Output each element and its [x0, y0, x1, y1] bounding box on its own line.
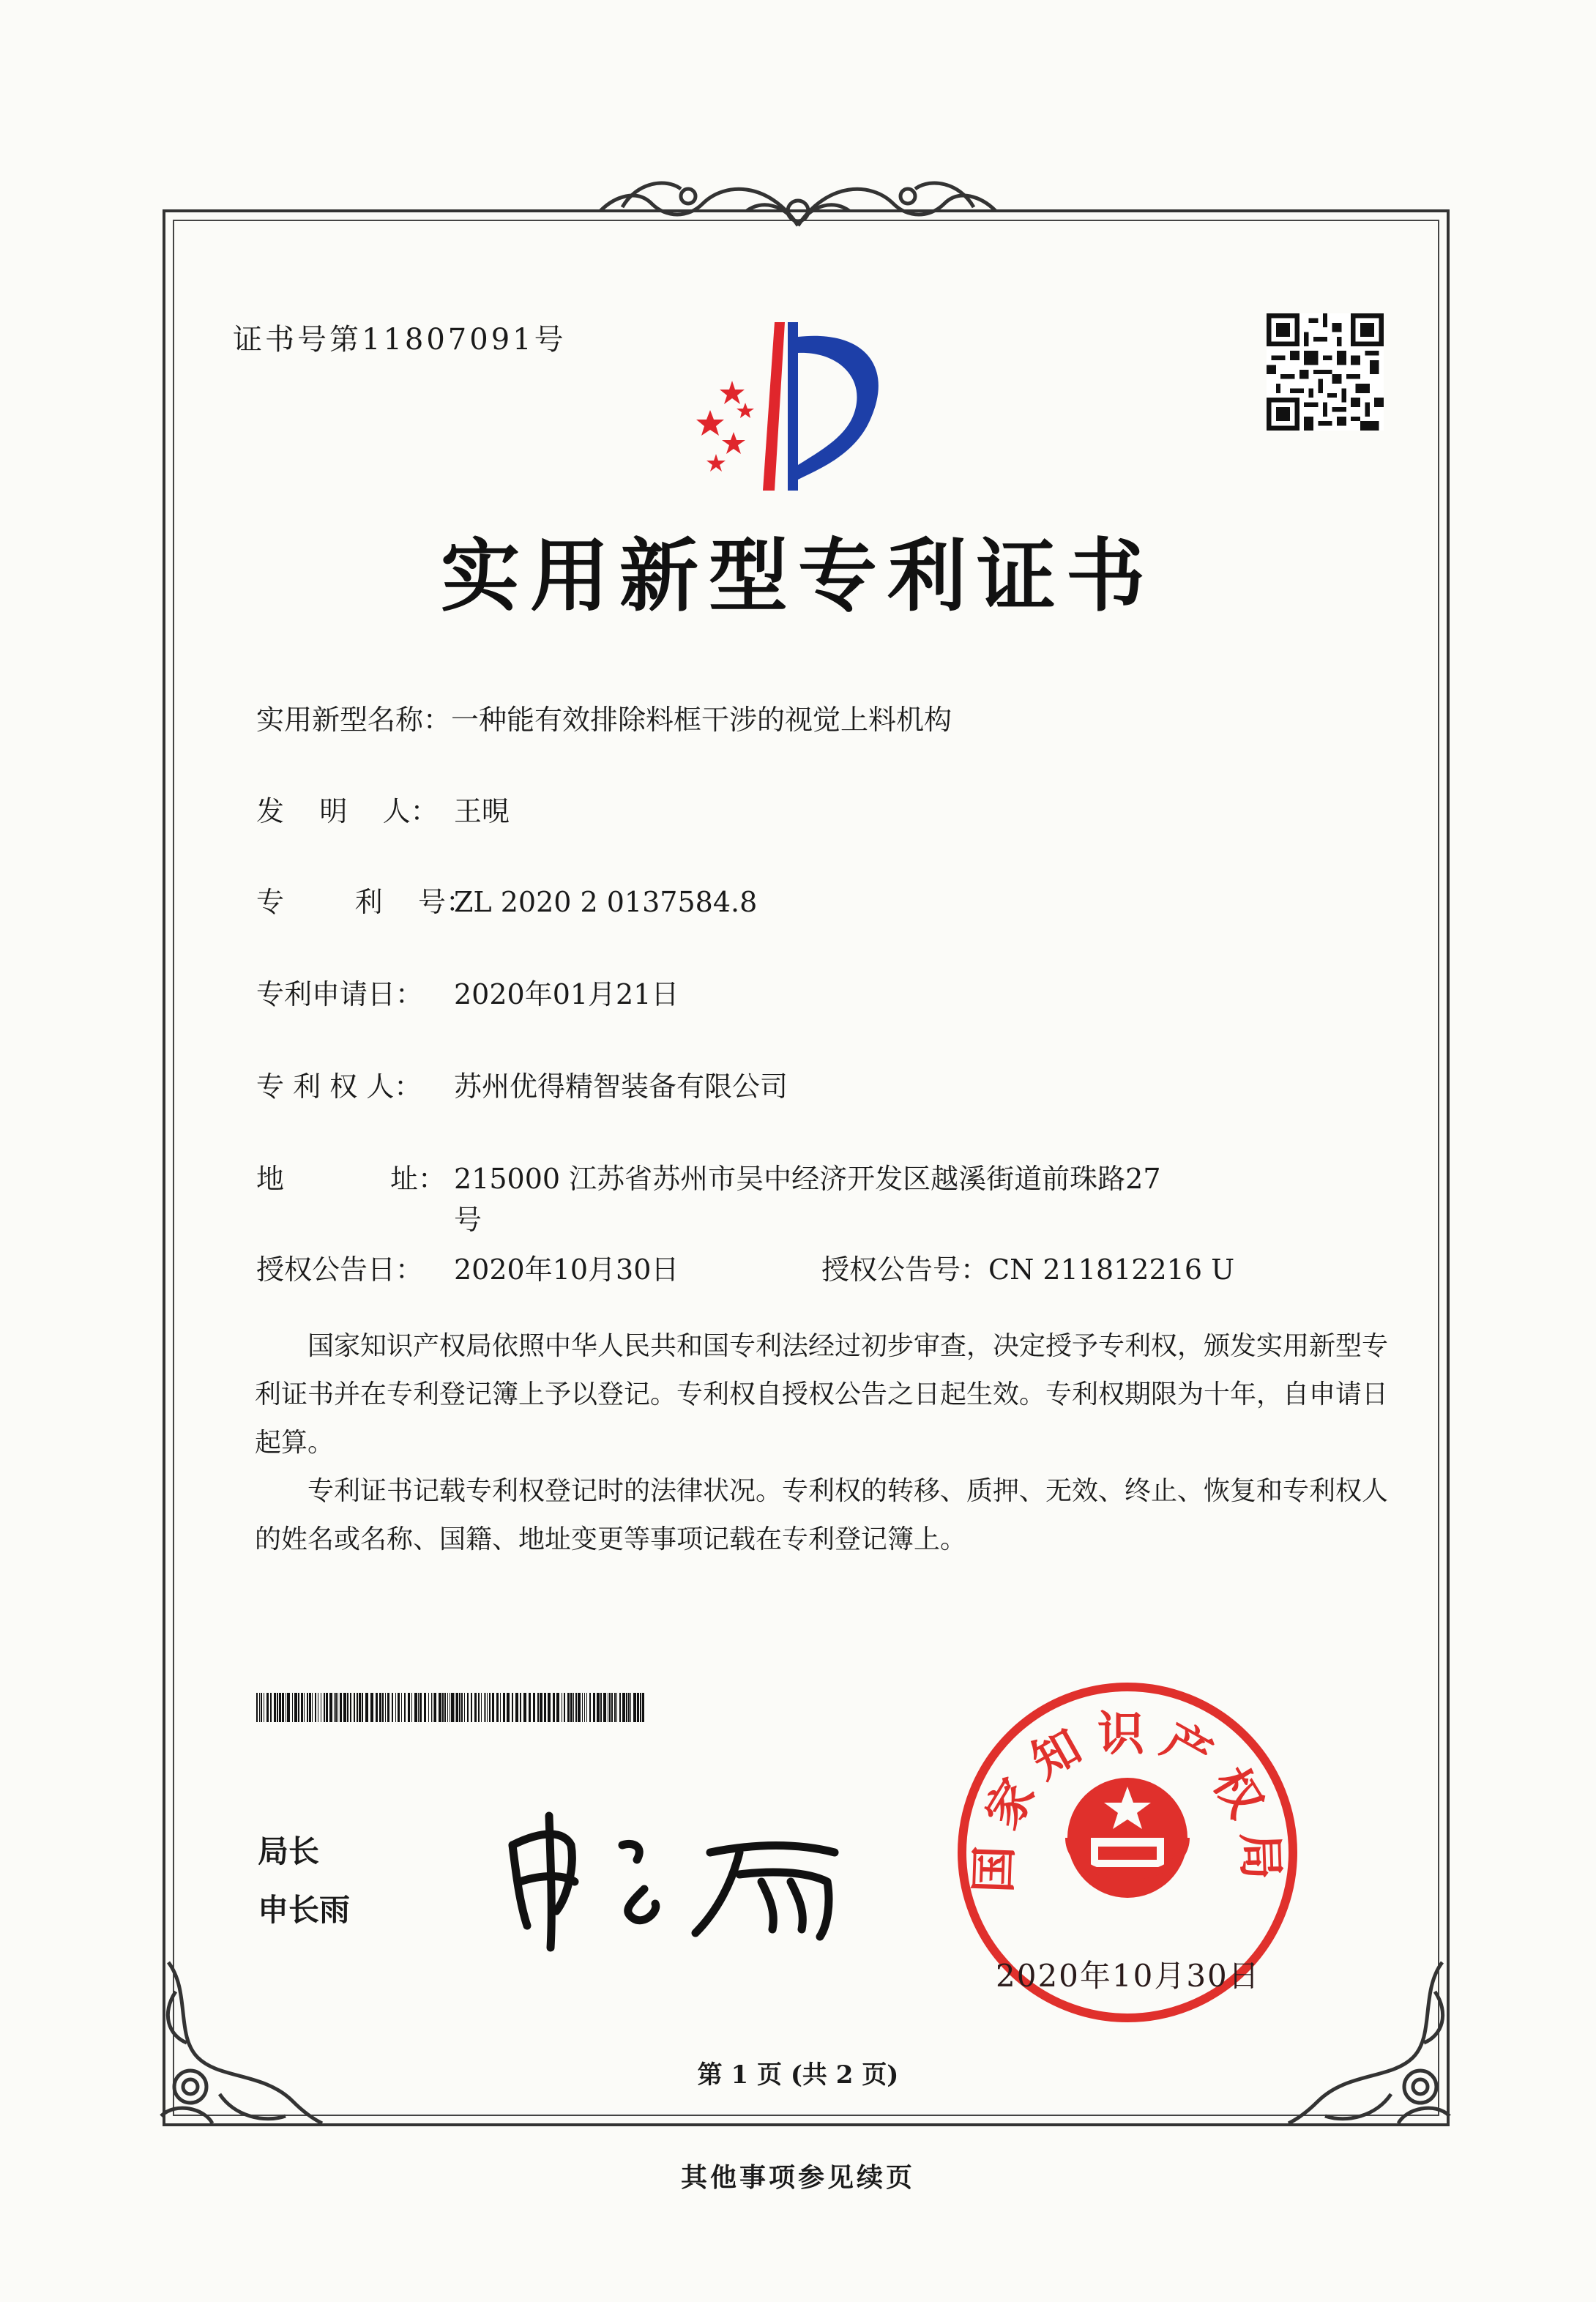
certificate-number: 证书号第11807091号: [233, 323, 567, 357]
field-inventor: [256, 791, 510, 832]
field-value: 2020年01月21日: [454, 978, 679, 1010]
address-line-2: 号: [454, 1204, 482, 1236]
field-utility-model-name: [256, 699, 952, 740]
field-patent-number: [256, 882, 757, 923]
field-label: 授权公告日：: [256, 1254, 424, 1286]
certificate-body: [255, 1322, 1388, 1564]
field-patentee: [256, 1066, 788, 1107]
field-label: 地 址：: [256, 1163, 446, 1195]
field-label: 实用新型名称：: [256, 704, 452, 736]
director-title: 局长: [258, 1833, 320, 1869]
director-name: 申长雨: [258, 1892, 351, 1928]
field-grant-number: [821, 1249, 1234, 1290]
bottom-left-ornament-icon: [146, 1948, 337, 2138]
field-label: 专利申请日：: [256, 978, 424, 1010]
seal-text: 国家知识产权局: [966, 1707, 1289, 1894]
barcode-icon: [256, 1693, 647, 1722]
field-value: 苏州优得精智装备有限公司: [454, 1070, 788, 1103]
field-value: 王晛: [454, 795, 510, 827]
continuation-note: 其他事项参见续页: [680, 2162, 915, 2193]
qr-code-icon: [1267, 313, 1384, 431]
field-label: 专 利 号：: [256, 886, 474, 918]
field-value: 2020年10月30日: [454, 1254, 679, 1286]
field-value: CN 211812216 U: [988, 1254, 1235, 1286]
field-value: 一种能有效排除料框干涉的视觉上料机构: [451, 704, 952, 736]
field-label: 授权公告号：: [821, 1254, 989, 1286]
body-paragraph-2: 专利证书记载专利权登记时的法律状况。专利权的转移、质押、无效、终止、恢复和专利权人的姓名或名称、国籍、地址变更等事项记载在专利登记簿上。: [255, 1476, 1389, 1554]
address-line-1: 215000 江苏省苏州市吴中经济开发区越溪街道前珠路27: [454, 1163, 1161, 1195]
body-paragraph-1: 国家知识产权局依照中华人民共和国专利法经过初步审查，决定授予专利权，颁发实用新型专利证书并在专利登记簿上予以登记。专利权自授权公告之日起生效。专利权期限为十年，自申请日起算。: [255, 1331, 1389, 1458]
handwritten-signature: [498, 1801, 849, 1955]
field-value: [454, 1158, 1223, 1240]
field-filing-date: [256, 974, 679, 1015]
field-label: 专 利 权 人：: [256, 1070, 422, 1103]
field-grant-date: [256, 1249, 679, 1290]
certificate-title: 实用新型专利证书: [440, 531, 1155, 622]
field-label: 发 明 人：: [256, 795, 439, 827]
top-ornament-icon: [578, 167, 1018, 247]
seal-date: 2020年10月30日: [996, 1958, 1261, 1994]
page-number: 第 1 页 (共 2 页): [697, 2060, 899, 2090]
field-value: ZL 2020 2 0137584.8: [454, 886, 758, 918]
field-address: [256, 1158, 1223, 1240]
patent-office-emblem-icon: [688, 308, 922, 498]
